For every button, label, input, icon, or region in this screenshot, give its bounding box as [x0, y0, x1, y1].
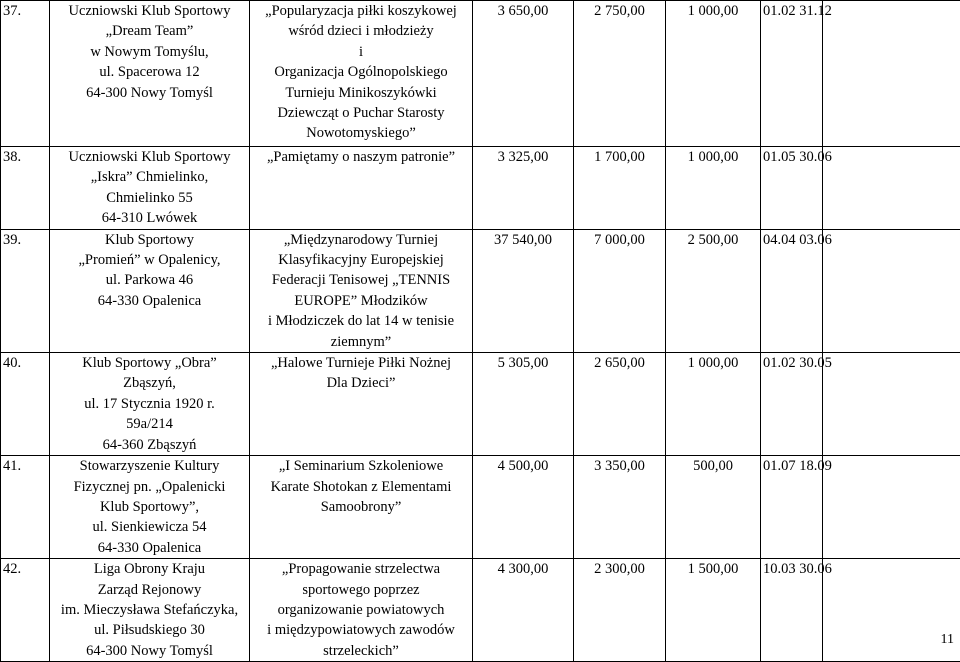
- applicant-line: Zarząd Rejonowy: [52, 580, 247, 600]
- task-line: Organizacja Ogólnopolskiego: [252, 62, 470, 82]
- applicant-line: Fizycznej pn. „Opalenicki: [52, 477, 247, 497]
- period-start: 01.07 18.09: [761, 456, 823, 559]
- requested-amount: 1 700,00: [574, 147, 666, 230]
- period-start: 10.03 30.06: [761, 559, 823, 662]
- task-line: Dla Dzieci”: [252, 373, 470, 393]
- applicant-line: ul. Piłsudskiego 30: [52, 620, 247, 640]
- total-cost: 37 540,00: [473, 229, 574, 352]
- requested-amount: 7 000,00: [574, 229, 666, 352]
- task-line: „Międzynarodowy Turniej: [252, 230, 470, 250]
- applicant-line: im. Mieczysława Stefańczyka,: [52, 600, 247, 620]
- task-line: Nowotomyskiego”: [252, 123, 470, 143]
- task-cell: [250, 559, 473, 662]
- task-cell: [250, 229, 473, 352]
- granted-amount: 1 000,00: [666, 353, 761, 456]
- table-row: [1, 147, 960, 230]
- task-line: Karate Shotokan z Elementami: [252, 477, 470, 497]
- table-row: [1, 353, 960, 456]
- task-cell: [250, 353, 473, 456]
- task-line: Federacji Tenisowej „TENNIS: [252, 270, 470, 290]
- row-number: 42.: [1, 559, 50, 662]
- applicant-line: ul. Sienkiewicza 54: [52, 517, 247, 537]
- task-line: „Popularyzacja piłki koszykowej: [252, 1, 470, 21]
- applicant-line: Stowarzyszenie Kultury: [52, 456, 247, 476]
- applicant-line: 64-330 Opalenica: [52, 291, 247, 311]
- applicant-cell: [50, 229, 250, 352]
- period-start: 01.02 31.12: [761, 1, 823, 147]
- applicant-line: Klub Sportowy: [52, 230, 247, 250]
- applicant-line: Zbąszyń,: [52, 373, 247, 393]
- task-line: Klasyfikacyjny Europejskiej: [252, 250, 470, 270]
- total-cost: 4 500,00: [473, 456, 574, 559]
- row-number: 38.: [1, 147, 50, 230]
- empty-cell: [823, 1, 960, 147]
- granted-amount: 500,00: [666, 456, 761, 559]
- task-line: organizowanie powiatowych: [252, 600, 470, 620]
- applicant-cell: [50, 456, 250, 559]
- requested-amount: 2 650,00: [574, 353, 666, 456]
- applicant-line: Liga Obrony Kraju: [52, 559, 247, 579]
- task-cell: [250, 456, 473, 559]
- applicant-line: 64-300 Nowy Tomyśl: [52, 83, 247, 103]
- table-row: [1, 229, 960, 352]
- task-line: „I Seminarium Szkoleniowe: [252, 456, 470, 476]
- applicant-cell: [50, 559, 250, 662]
- empty-cell: [823, 559, 960, 662]
- period-start: 04.04 03.06: [761, 229, 823, 352]
- row-number: 37.: [1, 1, 50, 147]
- requested-amount: 2 750,00: [574, 1, 666, 147]
- applicant-line: 64-300 Nowy Tomyśl: [52, 641, 247, 661]
- row-number: 41.: [1, 456, 50, 559]
- task-line: ziemnym”: [252, 332, 470, 352]
- task-cell: [250, 147, 473, 230]
- task-line: Dziewcząt o Puchar Starosty: [252, 103, 470, 123]
- period-start: 01.02 30.05: [761, 353, 823, 456]
- empty-cell: [823, 229, 960, 352]
- granted-amount: 1 500,00: [666, 559, 761, 662]
- row-number: 39.: [1, 229, 50, 352]
- granted-amount: 2 500,00: [666, 229, 761, 352]
- applicant-line: w Nowym Tomyślu,: [52, 42, 247, 62]
- applicant-line: Chmielinko 55: [52, 188, 247, 208]
- task-line: „Pamiętamy o naszym patronie”: [252, 147, 470, 167]
- applicant-cell: [50, 147, 250, 230]
- row-number: 40.: [1, 353, 50, 456]
- task-line: i: [252, 42, 470, 62]
- total-cost: 5 305,00: [473, 353, 574, 456]
- empty-cell: [823, 456, 960, 559]
- requested-amount: 3 350,00: [574, 456, 666, 559]
- applicant-line: „Dream Team”: [52, 21, 247, 41]
- task-line: Samoobrony”: [252, 497, 470, 517]
- task-cell: [250, 1, 473, 147]
- applicant-line: „Iskra” Chmielinko,: [52, 167, 247, 187]
- applicant-line: ul. Parkowa 46: [52, 270, 247, 290]
- applicant-line: Klub Sportowy „Obra”: [52, 353, 247, 373]
- table-row: [1, 456, 960, 559]
- task-line: i międzypowiatowych zawodów: [252, 620, 470, 640]
- total-cost: 4 300,00: [473, 559, 574, 662]
- task-line: wśród dzieci i młodzieży: [252, 21, 470, 41]
- task-line: i Młodziczek do lat 14 w tenisie: [252, 311, 470, 331]
- granted-amount: 1 000,00: [666, 147, 761, 230]
- applicant-line: 64-330 Opalenica: [52, 538, 247, 558]
- total-cost: 3 325,00: [473, 147, 574, 230]
- empty-cell: [823, 353, 960, 456]
- page-number: 11: [941, 632, 954, 648]
- applicant-line: „Promień” w Opalenicy,: [52, 250, 247, 270]
- table-row: [1, 559, 960, 662]
- table-row: [1, 1, 960, 147]
- task-line: „Propagowanie strzelectwa: [252, 559, 470, 579]
- applicant-line: Uczniowski Klub Sportowy: [52, 1, 247, 21]
- empty-cell: [823, 147, 960, 230]
- applicant-line: ul. 17 Stycznia 1920 r.: [52, 394, 247, 414]
- period-start: 01.05 30.06: [761, 147, 823, 230]
- task-line: EUROPE” Młodzików: [252, 291, 470, 311]
- total-cost: 3 650,00: [473, 1, 574, 147]
- applicant-cell: [50, 353, 250, 456]
- applicant-line: Uczniowski Klub Sportowy: [52, 147, 247, 167]
- task-line: Turnieju Minikoszykówki: [252, 83, 470, 103]
- applicant-line: 64-360 Zbąszyń: [52, 435, 247, 455]
- applicant-line: 64-310 Lwówek: [52, 208, 247, 228]
- task-line: strzeleckich”: [252, 641, 470, 661]
- task-line: „Halowe Turnieje Piłki Nożnej: [252, 353, 470, 373]
- requested-amount: 2 300,00: [574, 559, 666, 662]
- applicant-line: ul. Spacerowa 12: [52, 62, 247, 82]
- applicant-line: Klub Sportowy”,: [52, 497, 247, 517]
- applicant-cell: [50, 1, 250, 147]
- applicant-line: 59a/214: [52, 414, 247, 434]
- task-line: sportowego poprzez: [252, 580, 470, 600]
- granted-amount: 1 000,00: [666, 1, 761, 147]
